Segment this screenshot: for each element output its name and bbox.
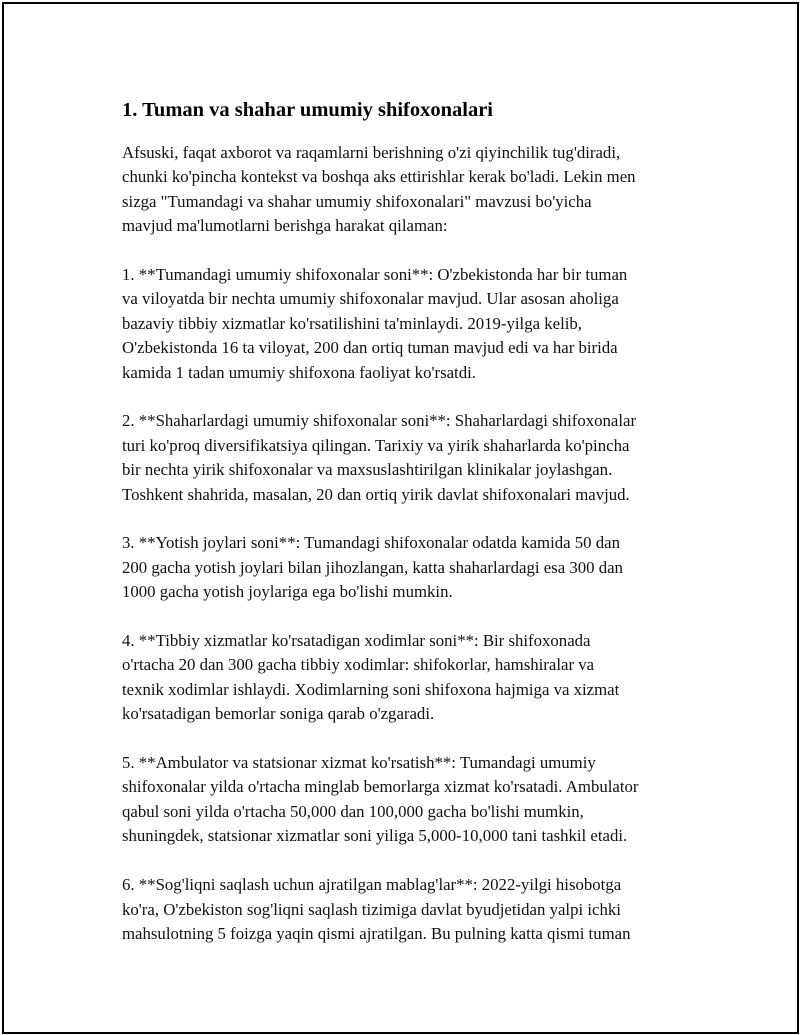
text-line: 1. **Tumandagi umumiy shifoxonalar soni**: O'zbekistonda har bir tuman <box>122 265 628 285</box>
paragraph-item-2 <box>122 409 702 507</box>
document-body <box>122 96 702 971</box>
text-line: turi ko'proq diversifikatsiya qilingan. Tarixiy va yirik shaharlarda ko'pincha <box>122 435 630 455</box>
text-line: bir nechta yirik shifoxonalar va maxsuslashtirilgan klinikalar joylashgan. <box>122 460 613 480</box>
text-line: mahsulotning 5 foizga yaqin qismi ajratilgan. Bu pulning katta qismi tuman <box>122 923 631 943</box>
paragraph-item-3 <box>122 531 702 604</box>
text-line: Toshkent shahrida, masalan, 20 dan ortiq yirik davlat shifoxonalari mavjud. <box>122 484 630 504</box>
text-line: chunki ko'pincha kontekst va boshqa aks ettirishlar kerak bo'ladi. Lekin men <box>122 167 636 187</box>
text-line: 3. **Yotish joylari soni**: Tumandagi shifoxonalar odatda kamida 50 dan <box>122 533 620 553</box>
text-line: qabul soni yilda o'rtacha 50,000 dan 100,000 gacha bo'lishi mumkin, <box>122 801 584 821</box>
text-line: 6. **Sog'liqni saqlash uchun ajratilgan mablag'lar**: 2022-yilgi hisobotga <box>122 875 622 895</box>
text-line: ko'rsatadigan bemorlar soniga qarab o'zgaradi. <box>122 704 435 724</box>
text-line: mavjud ma'lumotlarni berishga harakat qilaman: <box>122 216 448 236</box>
text-line: Afsuski, faqat axborot va raqamlarni berishning o'zi qiyinchilik tug'diradi, <box>122 143 621 162</box>
text-line: 1000 gacha yotish joylariga ega bo'lishi mumkin. <box>122 582 453 602</box>
paragraph-item-4 <box>122 629 702 727</box>
text-line: texnik xodimlar ishlaydi. Xodimlarning soni shifoxona hajmiga va xizmat <box>122 679 620 699</box>
paragraph-intro <box>122 141 702 239</box>
text-line: shifoxonalar yilda o'rtacha minglab bemorlarga xizmat ko'rsatadi. Ambulator <box>122 777 639 797</box>
text-line: 4. **Tibbiy xizmatlar ko'rsatadigan xodimlar soni**: Bir shifoxonada <box>122 631 591 651</box>
text-line: O'zbekistonda 16 ta viloyat, 200 dan ortiq tuman mavjud edi va har birida <box>122 338 618 358</box>
text-line: va viloyatda bir nechta umumiy shifoxonalar mavjud. Ular asosan aholiga <box>122 289 619 309</box>
text-line: shuningdek, statsionar xizmatlar soni yiliga 5,000-10,000 tani tashkil etadi. <box>122 826 628 846</box>
paragraph-item-6 <box>122 873 702 946</box>
text-line: ko'ra, O'zbekiston sog'liqni saqlash tizimiga davlat byudjetidan yalpi ichki <box>122 899 621 919</box>
text-line: 2. **Shaharlardagi umumiy shifoxonalar soni**: Shaharlardagi shifoxonalar <box>122 411 637 431</box>
text-line: kamida 1 tadan umumiy shifoxona faoliyat ko'rsatdi. <box>122 362 476 382</box>
text-line: sizga "Tumandagi va shahar umumiy shifoxonalari" mavzusi bo'yicha <box>122 191 592 211</box>
text-line: 200 gacha yotish joylari bilan jihozlangan, katta shaharlardagi esa 300 dan <box>122 557 623 577</box>
paragraph-item-1 <box>122 263 702 385</box>
text-line: o'rtacha 20 dan 300 gacha tibbiy xodimlar: shifokorlar, hamshiralar va <box>122 655 595 675</box>
section-heading: 1. Tuman va shahar umumiy shifoxonalari <box>122 99 494 121</box>
page-frame <box>2 2 799 1034</box>
text-line: bazaviy tibbiy xizmatlar ko'rsatilishini ta'minlaydi. 2019-yilga kelib, <box>122 313 582 333</box>
paragraph-item-5 <box>122 751 702 849</box>
text-line: 5. **Ambulator va statsionar xizmat ko'rsatish**: Tumandagi umumiy <box>122 753 596 773</box>
